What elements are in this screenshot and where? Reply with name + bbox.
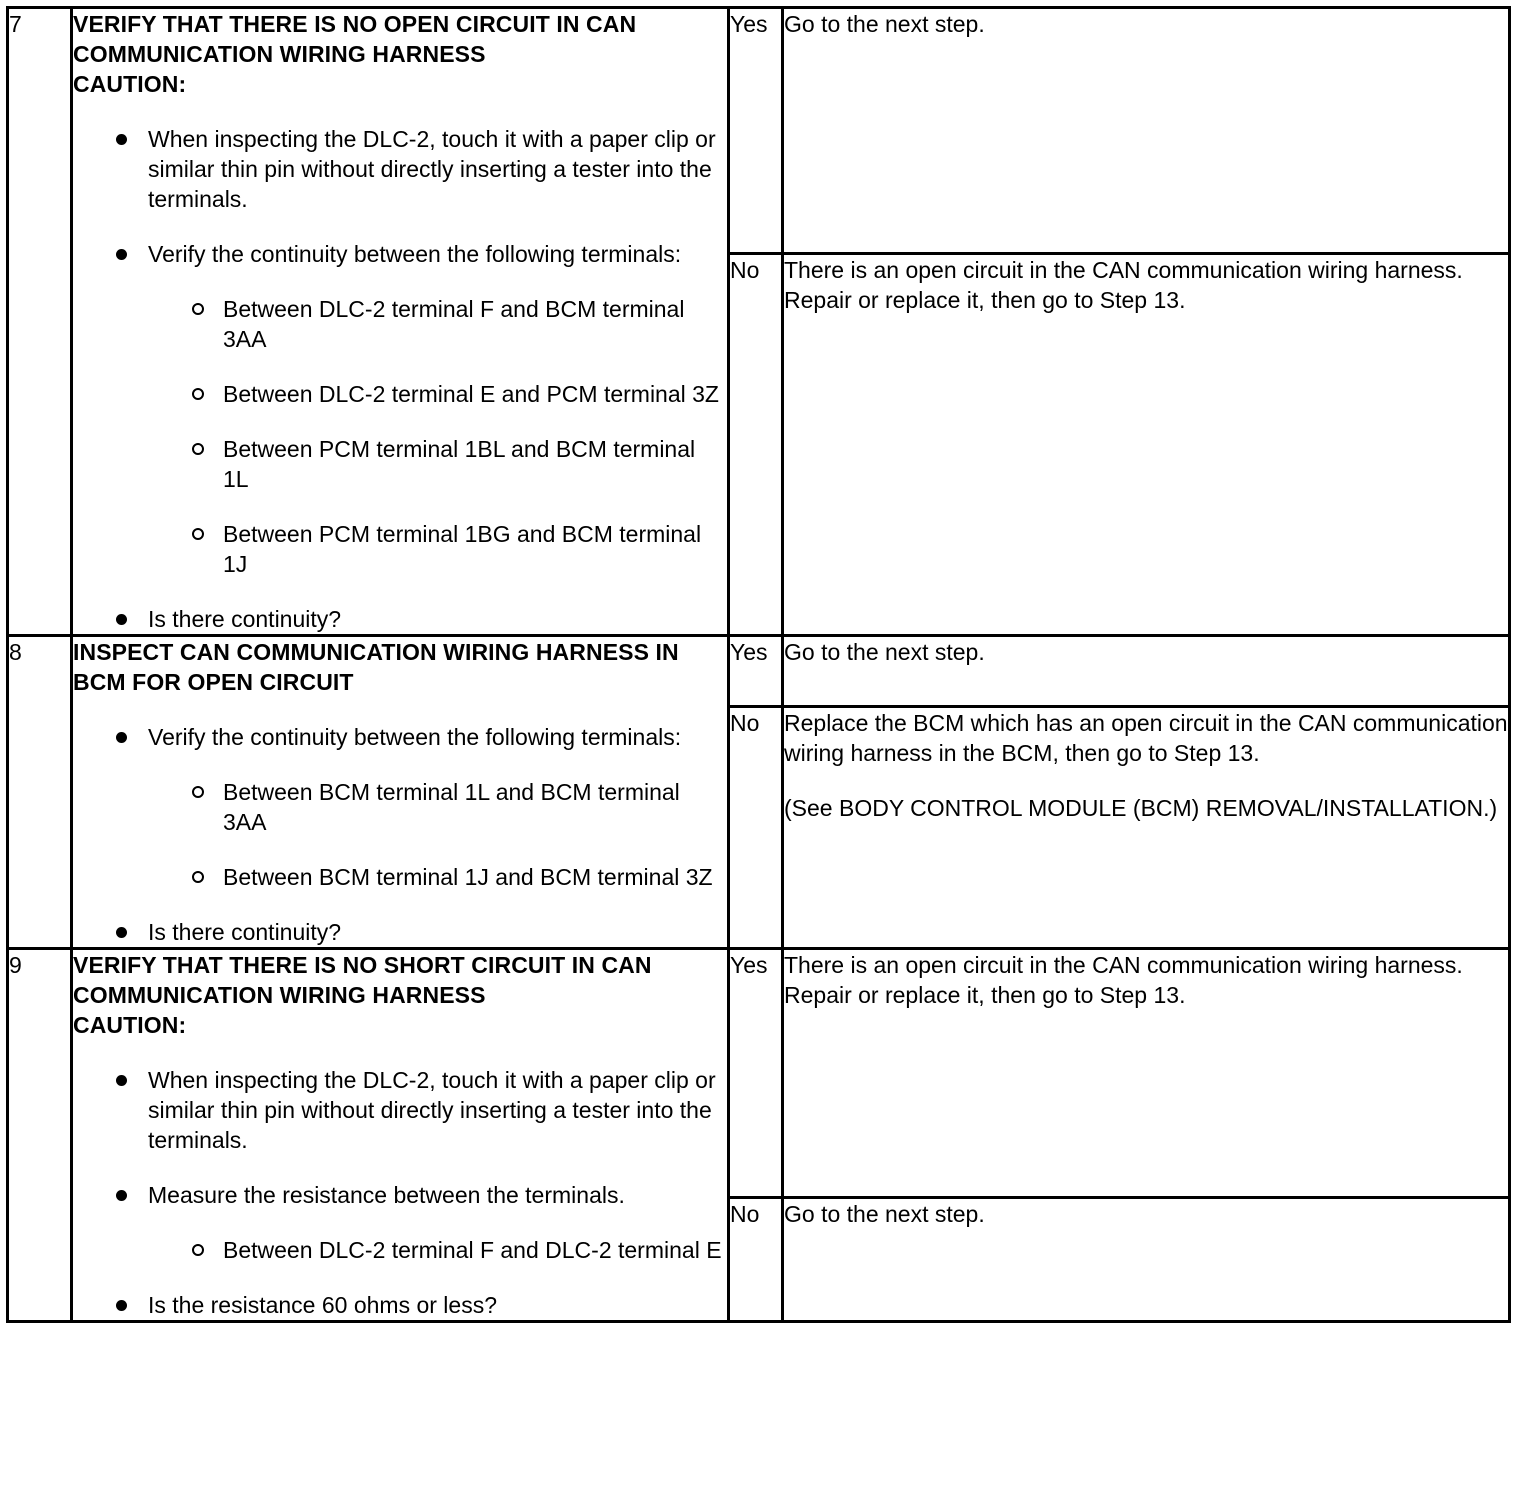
yes-action: Go to the next step.	[783, 8, 1510, 254]
yes-action: Go to the next step.	[783, 636, 1510, 707]
terminal-item: Between PCM terminal 1BG and BCM terminal 1J	[148, 519, 727, 579]
instruction-list	[73, 1065, 727, 1320]
step-description	[72, 8, 729, 636]
instruction-item: When inspecting the DLC-2, touch it with a paper clip or similar thin pin without directly inserting a tester into the terminals.	[73, 124, 727, 214]
question-item: Is there continuity?	[73, 604, 727, 634]
yes-label: Yes	[729, 636, 783, 707]
no-action-reference: (See BODY CONTROL MODULE (BCM) REMOVAL/INSTALLATION.)	[784, 795, 1498, 821]
caution-label: CAUTION:	[73, 71, 187, 97]
no-action-text: Replace the BCM which has an open circuit in the CAN communication wiring harness in the BCM, then go to Step 13.	[784, 710, 1508, 766]
terminal-list	[148, 1235, 727, 1265]
step-title: INSPECT CAN COMMUNICATION WIRING HARNESS IN BCM FOR OPEN CIRCUIT	[73, 639, 679, 695]
no-action: Go to the next step.	[783, 1198, 1510, 1322]
step-description	[72, 636, 729, 949]
terminal-list	[148, 777, 727, 892]
no-action: There is an open circuit in the CAN communication wiring harness. Repair or replace it, then go to Step 13.	[783, 254, 1510, 636]
question-item: Is there continuity?	[73, 917, 727, 947]
yes-label: Yes	[729, 949, 783, 1198]
step-title: VERIFY THAT THERE IS NO SHORT CIRCUIT IN CAN COMMUNICATION WIRING HARNESS	[73, 952, 652, 1008]
instruction-item	[73, 239, 727, 579]
terminal-item: Between DLC-2 terminal F and BCM terminal 3AA	[148, 294, 727, 354]
terminal-item: Between DLC-2 terminal E and PCM terminal 3Z	[148, 379, 727, 409]
no-label: No	[729, 254, 783, 636]
instruction-item	[73, 1180, 727, 1265]
step-9-yes-row	[8, 949, 1510, 1198]
step-description	[72, 949, 729, 1322]
caution-label: CAUTION:	[73, 1012, 187, 1038]
question-item: Is the resistance 60 ohms or less?	[73, 1290, 727, 1320]
terminal-item: Between PCM terminal 1BL and BCM terminal 1L	[148, 434, 727, 494]
step-8-yes-row	[8, 636, 1510, 707]
yes-action: There is an open circuit in the CAN communication wiring harness. Repair or replace it, then go to Step 13.	[783, 949, 1510, 1198]
instruction-item: When inspecting the DLC-2, touch it with a paper clip or similar thin pin without directly inserting a tester into the terminals.	[73, 1065, 727, 1155]
yes-label: Yes	[729, 8, 783, 254]
diagnostic-procedure	[6, 6, 1508, 1323]
instruction-text: Verify the continuity between the following terminals:	[148, 241, 682, 267]
terminal-item: Between DLC-2 terminal F and DLC-2 terminal E	[148, 1235, 727, 1265]
step-number: 8	[8, 636, 72, 949]
no-action	[783, 707, 1510, 949]
instruction-list	[73, 124, 727, 634]
instruction-text: Measure the resistance between the terminals.	[148, 1182, 625, 1208]
no-label: No	[729, 707, 783, 949]
step-number: 7	[8, 8, 72, 636]
step-title: VERIFY THAT THERE IS NO OPEN CIRCUIT IN CAN COMMUNICATION WIRING HARNESS	[73, 11, 637, 67]
instruction-list	[73, 722, 727, 947]
step-number: 9	[8, 949, 72, 1322]
terminal-item: Between BCM terminal 1L and BCM terminal 3AA	[148, 777, 727, 837]
terminal-list	[148, 294, 727, 579]
diagnostic-table	[6, 6, 1511, 1323]
no-label: No	[729, 1198, 783, 1322]
step-7-yes-row	[8, 8, 1510, 254]
instruction-item	[73, 722, 727, 892]
instruction-text: Verify the continuity between the following terminals:	[148, 724, 682, 750]
terminal-item: Between BCM terminal 1J and BCM terminal 3Z	[148, 862, 727, 892]
